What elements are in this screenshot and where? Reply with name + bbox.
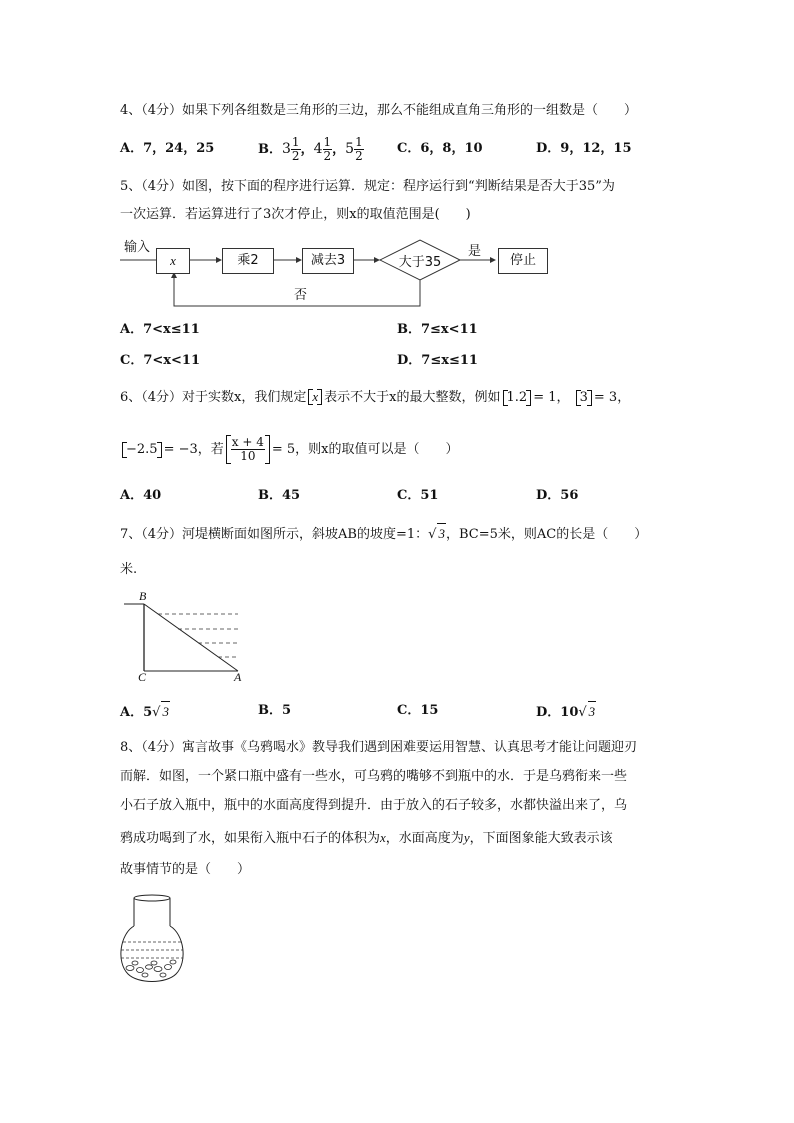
- flow-no-label: 否: [294, 288, 308, 303]
- q4-b-frac-1: $\frac{1}{2}$: [291, 135, 300, 163]
- q6-bracket-fraction: $\frac{x + 4}{10}$: [226, 435, 270, 464]
- q7-stem-line-1: 7、（4分）河堤横断面如图所示，斜坡AB的坡度=1：√ 3，BC=5米，则AC的长是（ ）: [120, 523, 647, 545]
- q7-embankment-figure: [118, 590, 248, 685]
- flow-stop-box: 停止: [498, 248, 548, 274]
- q4-b-whole-1: 3: [282, 141, 291, 157]
- label-b: B: [139, 589, 147, 603]
- q6-option-b[interactable]: B．45: [258, 488, 301, 503]
- q5-option-a[interactable]: A．7<x≤11: [120, 322, 200, 337]
- q6-bracket-ex1: 1.2: [503, 390, 532, 406]
- q5-stem-line-1: 5、（4分）如图，按下面的程序进行运算．规定：程序运行到“判断结果是否大于35”为: [120, 179, 615, 194]
- q7-option-c[interactable]: C．15: [397, 703, 439, 718]
- label-a: A: [234, 670, 242, 684]
- flow-condition-label: 大于35: [398, 255, 442, 270]
- flask-with-stones: [118, 890, 188, 986]
- q4-option-c[interactable]: C．6，8，10: [397, 141, 483, 156]
- q6-bracket-x: x: [308, 389, 322, 405]
- q4-b-whole-3: 5: [345, 141, 355, 157]
- q6-stem-line-1: 6、（4分）对于实数x，我们规定 x 表示不大于x的最大整数，例如 1.2 = 1， 3 = 3，: [120, 389, 631, 405]
- q4-option-a[interactable]: A．7，24，25: [120, 141, 215, 156]
- q7-option-d[interactable]: D．10√ 3: [536, 701, 596, 723]
- q4-b-frac-3: $\frac{1}{2}$: [355, 135, 363, 163]
- flow-yes-label: 是: [468, 244, 482, 259]
- q5-option-c[interactable]: C．7<x<11: [120, 353, 201, 368]
- q8-stem-line-5: 故事情节的是（ ）: [120, 862, 251, 877]
- q5-option-b[interactable]: B．7≤x<11: [397, 322, 478, 337]
- q7-option-b[interactable]: B．5: [258, 703, 292, 718]
- label-c: C: [138, 670, 147, 684]
- q8-stem-line-1: 8、（4分）寓言故事《乌鸦喝水》教导我们遇到困难要运用智慧、认真思考才能让问题迎刃: [120, 740, 638, 755]
- q8-stem-line-4: 鸦成功喝到了水，如果衔入瓶中石子的体积为x，水面高度为y，下面图象能大致表示该: [120, 830, 613, 846]
- q4-option-d[interactable]: D．9，12，15: [536, 141, 632, 156]
- q4-option-b-label: B．: [258, 142, 282, 157]
- q8-flask-figure: [118, 890, 188, 986]
- flow-multiply-box: 乘2: [222, 248, 274, 274]
- q4-stem: 4、（4分）如果下列各组数是三角形的三边，那么不能组成直角三角形的一组数是（ ）: [120, 103, 638, 118]
- q6-option-d[interactable]: D．56: [536, 488, 579, 503]
- q6-bracket-ex3: −2.5: [122, 442, 162, 458]
- q5-option-d[interactable]: D．7≤x≤11: [397, 353, 478, 368]
- q4-b-whole-2: 4: [313, 141, 323, 157]
- q6-option-c[interactable]: C．51: [397, 488, 439, 503]
- q7-stem-line-2: 米.: [120, 562, 138, 577]
- q6-bracket-ex2: 3: [576, 390, 592, 406]
- q8-stem-line-3: 小石子放入瓶中，瓶中的水面高度得到提升．由于放入的石子较多，水都快溢出来了，乌: [120, 798, 628, 813]
- q6-option-a[interactable]: A．40: [120, 488, 162, 503]
- q4-b-frac-2: $\frac{1}{2}$: [323, 135, 332, 163]
- q6-stem-line-2: −2.5 = −3，若 $\frac{x + 4}{10}$ = 5，则x的取值可以是（ ）: [120, 432, 459, 468]
- flow-subtract-box: 减去3: [302, 248, 354, 274]
- flow-input-label: 输入: [124, 240, 151, 255]
- q4-option-b[interactable]: B．3 $\frac{1}{2}$ ，4 $\frac{1}{2}$ ，5 $\frac{1}{2}$: [258, 135, 363, 163]
- q7-option-a[interactable]: A．5√ 3: [120, 701, 170, 723]
- q5-stem-line-2: 一次运算．若运算进行了3次才停止，则x的取值范围是( ): [120, 207, 471, 222]
- flow-x-box: x: [156, 248, 190, 274]
- q8-stem-line-2: 而解．如图，一个紧口瓶中盛有一些水，可乌鸦的嘴够不到瓶中的水．于是乌鸦衔来一些: [120, 769, 628, 784]
- q5-flowchart: [118, 236, 558, 310]
